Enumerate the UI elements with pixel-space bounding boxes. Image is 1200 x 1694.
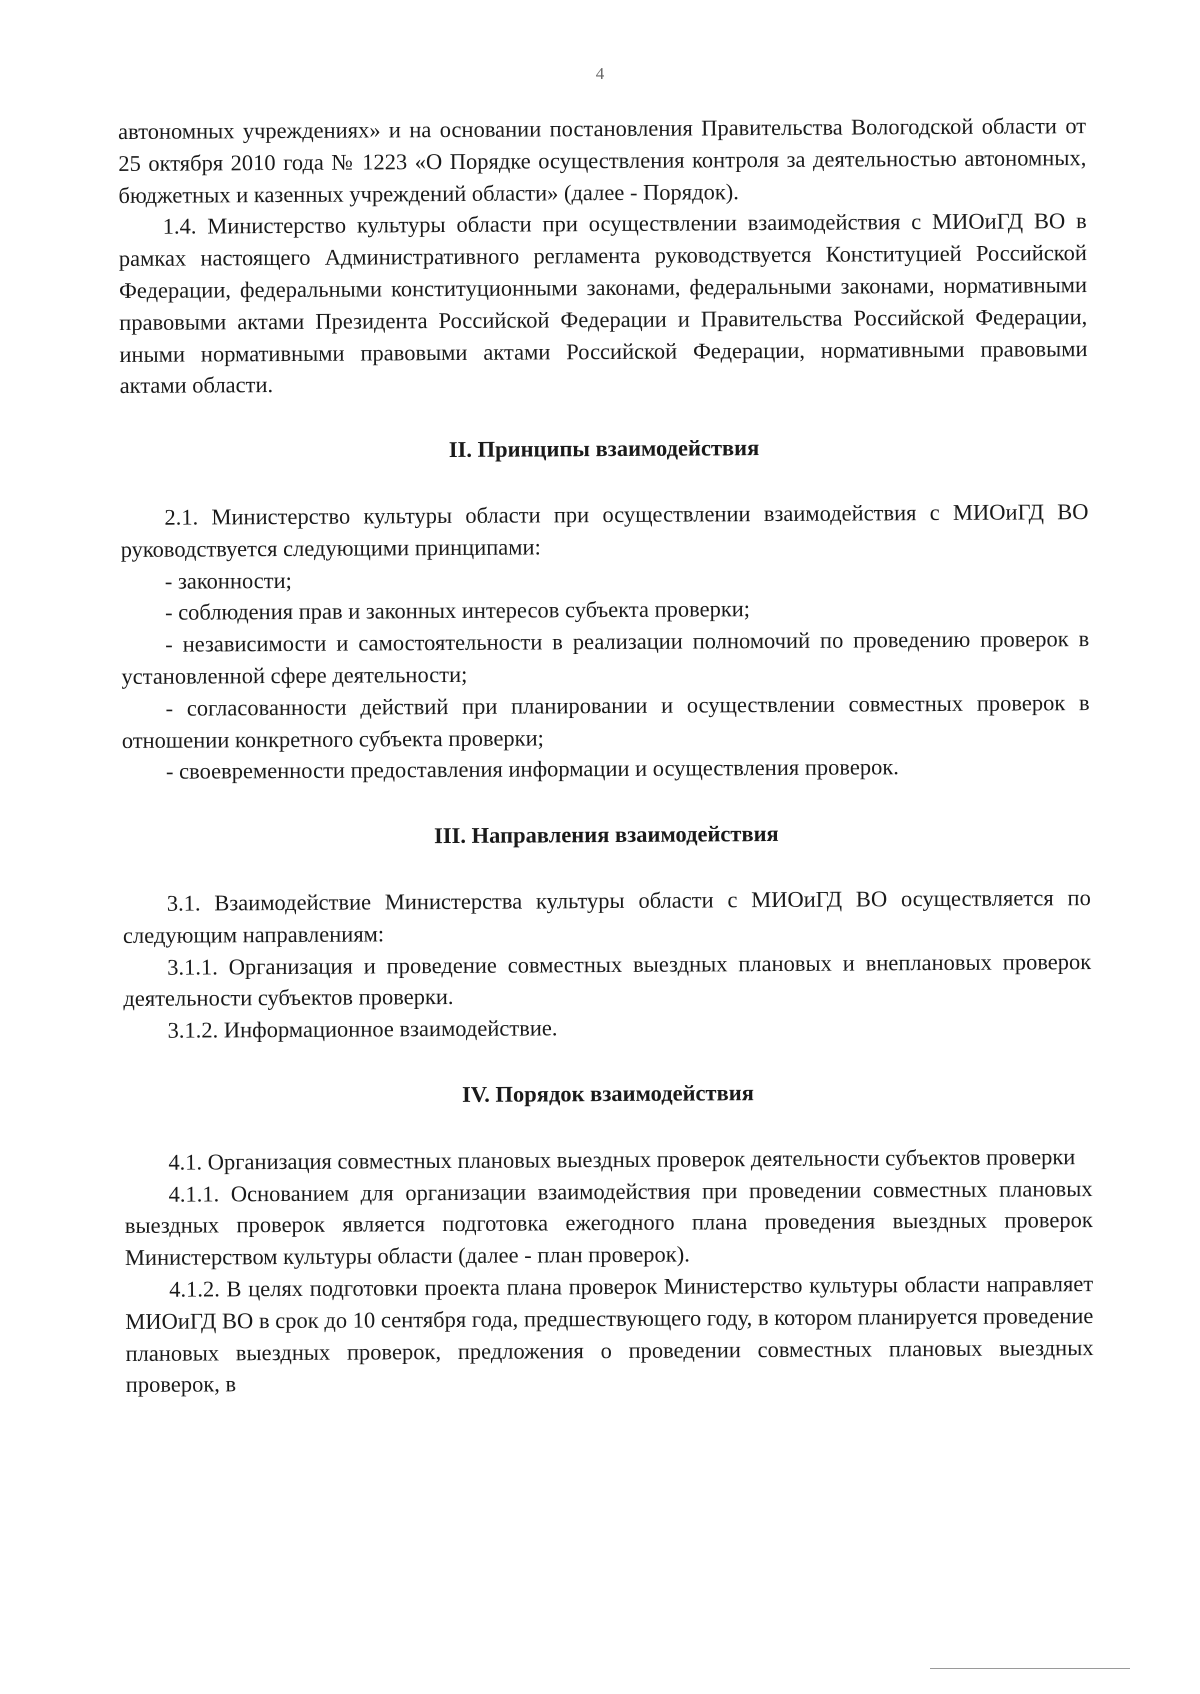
principle-item-legality: - законности;	[164, 567, 292, 594]
paragraph-1-4: 1.4. Министерство культуры области при осуществлении взаимодействия с МИОиГД ВО в рамках настоящего Административного регламента руководствуется Конституцией Российской Федерации, федеральными конституционными законами, федеральными законами, нормативными правовыми актами Президента Российской Федерации и Правительства Российской Федерации, иными нормативными правовыми актами Российской Федерации, нормативными правовыми актами области.	[118, 208, 1088, 399]
paragraph-4-1-1: 4.1.1. Основанием для организации взаимодействия при проведении совместных плановых выездных проверок является подготовка ежегодного плана проведения выездных проверок Министерством культуры области (далее - план проверок).	[124, 1175, 1093, 1271]
page-number: 4	[595, 64, 605, 83]
principle-item-rights: - соблюдения прав и законных интересов субъекта проверки;	[164, 596, 751, 626]
principle-item-timeliness: - своевременности предоставления информации и осуществления проверок.	[165, 754, 899, 785]
paragraph-4-1: 4.1. Организация совместных плановых выездных проверок деятельности субъектов проверки	[168, 1143, 1076, 1175]
paragraph-2-1: 2.1. Министерство культуры области при осуществлении взаимодействия с МИОиГД ВО руководствуется следующими принципами:	[120, 499, 1089, 562]
scan-edge-line	[930, 1668, 1130, 1669]
principle-item-independence: - независимости и самостоятельности в реализации полномочий по проведению проверок в установленной сфере деятельности;	[121, 626, 1090, 689]
intro-paragraph: автономных учреждениях» и на основании постановления Правительства Вологодской области от 25 октября 2010 года № 1223 «О Порядке осуществления контроля за деятельностью автономных, бюджетных и казенных учреждений области» (далее - Порядок).	[118, 113, 1087, 208]
document-body	[118, 110, 1094, 1401]
paragraph-3-1-1: 3.1.1. Организация и проведение совместных выездных плановых и внеплановых проверок деятельности субъектов проверки.	[123, 948, 1092, 1012]
paragraph-3-1: 3.1. Взаимодействие Министерства культуры области с МИОиГД ВО осуществляется по следующим направлениям:	[122, 885, 1091, 948]
section-4-heading: IV. Порядок взаимодействия	[462, 1080, 754, 1107]
paragraph-3-1-2: 3.1.2. Информационное взаимодействие.	[167, 1015, 558, 1043]
paragraph-4-1-2: 4.1.2. В целях подготовки проекта плана проверок Министерство культуры области направляет МИОиГД ВО в срок до 10 сентября года, предшествующего году, в котором планируется проведение плановых выездных проверок, предложения о проведении совместных плановых выездных проверок, в	[125, 1270, 1094, 1398]
section-3-heading: III. Направления взаимодействия	[434, 821, 779, 849]
principle-item-coordination: - согласованности действий при планировании и осуществлении совместных проверок в отношении конкретного субъекта проверки;	[121, 689, 1090, 753]
section-2-heading: II. Принципы взаимодействия	[448, 435, 760, 463]
